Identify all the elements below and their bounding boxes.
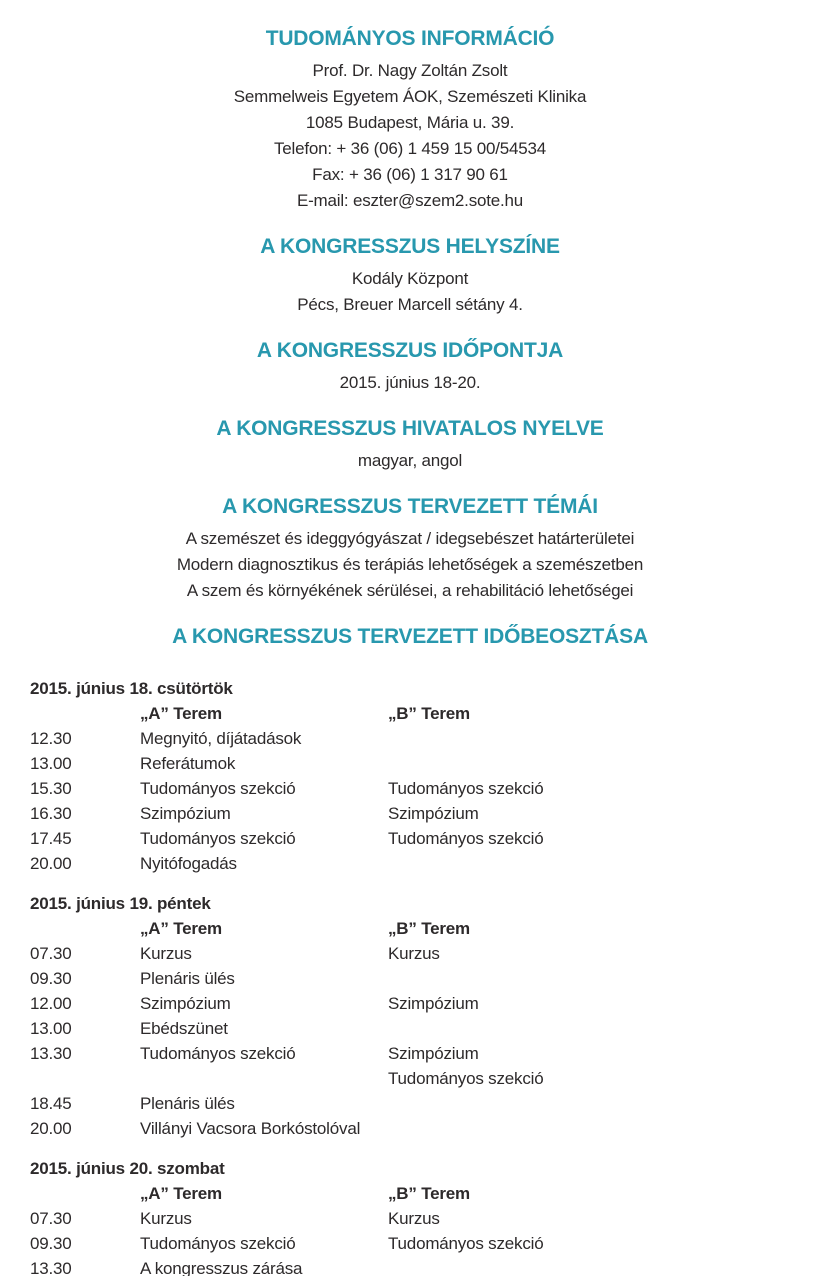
room-a-cell: Tudományos szekció bbox=[140, 829, 296, 848]
time-cell: 12.00 bbox=[30, 994, 72, 1013]
schedule-row bbox=[30, 991, 790, 1016]
room-a-cell: Megnyitó, díjátadások bbox=[140, 729, 302, 748]
time-cell: 13.30 bbox=[30, 1259, 72, 1276]
info-line-fax: Fax: + 36 (06) 1 317 90 61 bbox=[312, 165, 508, 184]
room-header-row bbox=[30, 916, 790, 941]
room-header-b: „B” Terem bbox=[388, 1184, 470, 1203]
section-heading-topics: A KONGRESSZUS TERVEZETT TÉMÁI bbox=[222, 495, 598, 518]
room-a-cell: Plenáris ülés bbox=[140, 1094, 235, 1113]
room-header-b: „B” Terem bbox=[388, 919, 470, 938]
section-topics bbox=[30, 494, 790, 604]
time-cell bbox=[30, 1066, 140, 1091]
schedule-row bbox=[30, 1016, 790, 1041]
room-header-a: „A” Terem bbox=[140, 704, 222, 723]
schedule-row bbox=[30, 751, 790, 776]
room-a-cell: Referátumok bbox=[140, 754, 236, 773]
room-a-cell: Szimpózium bbox=[140, 804, 231, 823]
info-line-email: E-mail: eszter@szem2.sote.hu bbox=[296, 191, 524, 210]
info-line-address: 1085 Budapest, Mária u. 39. bbox=[305, 113, 515, 132]
section-heading-venue: A KONGRESSZUS HELYSZÍNE bbox=[260, 235, 560, 258]
room-a-cell: Plenáris ülés bbox=[140, 969, 235, 988]
room-b-cell: Szimpózium bbox=[388, 994, 479, 1013]
room-b-cell: Kurzus bbox=[388, 1209, 440, 1228]
time-cell: 09.30 bbox=[30, 969, 72, 988]
room-b-cell bbox=[388, 1091, 790, 1116]
room-header-a: „A” Terem bbox=[140, 1184, 222, 1203]
time-cell bbox=[30, 701, 140, 726]
time-cell: 18.45 bbox=[30, 1094, 72, 1113]
schedule-row bbox=[30, 1066, 790, 1091]
room-a-cell: Tudományos szekció bbox=[140, 1044, 296, 1063]
time-cell: 13.30 bbox=[30, 1044, 72, 1063]
time-cell: 09.30 bbox=[30, 1234, 72, 1253]
room-b-cell: Szimpózium bbox=[388, 1044, 479, 1063]
schedule-row bbox=[30, 801, 790, 826]
room-b-cell bbox=[388, 1016, 790, 1041]
info-line-languages: magyar, angol bbox=[357, 451, 463, 470]
room-header-a: „A” Terem bbox=[140, 919, 222, 938]
time-cell: 20.00 bbox=[30, 1119, 72, 1138]
info-line-venue-name: Kodály Központ bbox=[351, 269, 469, 288]
room-header-b: „B” Terem bbox=[388, 704, 470, 723]
room-b-cell: Tudományos szekció bbox=[388, 1234, 544, 1253]
room-a-cell: Ebédszünet bbox=[140, 1019, 228, 1038]
room-b-cell bbox=[388, 1256, 790, 1276]
room-b-cell: Tudományos szekció bbox=[388, 1069, 544, 1088]
room-b-cell bbox=[388, 966, 790, 991]
schedule-row bbox=[30, 1116, 790, 1141]
time-cell: 12.30 bbox=[30, 729, 72, 748]
room-header-row bbox=[30, 701, 790, 726]
room-b-cell: Tudományos szekció bbox=[388, 829, 544, 848]
section-congress-date bbox=[30, 338, 790, 396]
schedule-row bbox=[30, 826, 790, 851]
schedule-row bbox=[30, 1041, 790, 1066]
schedule-section bbox=[30, 624, 790, 1276]
schedule-row bbox=[30, 1091, 790, 1116]
day-block-friday bbox=[30, 891, 790, 1141]
time-cell: 15.30 bbox=[30, 779, 72, 798]
room-b-cell bbox=[388, 851, 790, 876]
time-cell bbox=[30, 916, 140, 941]
day-block-thursday bbox=[30, 676, 790, 876]
room-b-cell bbox=[388, 1116, 790, 1141]
schedule-row bbox=[30, 1231, 790, 1256]
time-cell: 07.30 bbox=[30, 944, 72, 963]
schedule-row bbox=[30, 726, 790, 751]
info-line-congress-date: 2015. június 18-20. bbox=[339, 373, 481, 392]
day-date: 2015. június 19. péntek bbox=[30, 894, 211, 913]
room-a-cell: Villányi Vacsora Borkóstolóval bbox=[140, 1119, 361, 1138]
info-line-institution: Semmelweis Egyetem ÁOK, Szemészeti Klinika bbox=[233, 87, 587, 106]
time-cell: 13.00 bbox=[30, 1019, 72, 1038]
room-a-cell bbox=[140, 1066, 388, 1091]
room-a-cell: A kongresszus zárása bbox=[140, 1259, 303, 1276]
room-b-cell: Szimpózium bbox=[388, 804, 479, 823]
section-scientific-info bbox=[30, 26, 790, 214]
schedule-row bbox=[30, 941, 790, 966]
info-line-topic-1: A szemészet és ideggyógyászat / idegsebészet határterületei bbox=[185, 529, 635, 548]
room-a-cell: Kurzus bbox=[140, 1209, 192, 1228]
room-a-cell: Szimpózium bbox=[140, 994, 231, 1013]
section-heading-language: A KONGRESSZUS HIVATALOS NYELVE bbox=[216, 417, 604, 440]
time-cell: 07.30 bbox=[30, 1209, 72, 1228]
schedule-row bbox=[30, 1206, 790, 1231]
section-heading-congress-date: A KONGRESSZUS IDŐPONTJA bbox=[256, 339, 564, 362]
section-venue bbox=[30, 234, 790, 318]
day-date: 2015. június 20. szombat bbox=[30, 1159, 225, 1178]
section-heading-scientific-info: TUDOMÁNYOS INFORMÁCIÓ bbox=[265, 27, 555, 50]
section-language bbox=[30, 416, 790, 474]
room-b-cell: Tudományos szekció bbox=[388, 779, 544, 798]
info-line-phone: Telefon: + 36 (06) 1 459 15 00/54534 bbox=[273, 139, 547, 158]
schedule-row bbox=[30, 1256, 790, 1276]
time-cell: 16.30 bbox=[30, 804, 72, 823]
room-b-cell bbox=[388, 751, 790, 776]
time-cell: 13.00 bbox=[30, 754, 72, 773]
room-a-cell: Kurzus bbox=[140, 944, 192, 963]
info-line-contact-name: Prof. Dr. Nagy Zoltán Zsolt bbox=[312, 61, 508, 80]
room-b-cell: Kurzus bbox=[388, 944, 440, 963]
time-cell: 20.00 bbox=[30, 854, 72, 873]
room-header-row bbox=[30, 1181, 790, 1206]
schedule-row bbox=[30, 776, 790, 801]
schedule-row bbox=[30, 851, 790, 876]
time-cell: 17.45 bbox=[30, 829, 72, 848]
room-a-cell: Nyitófogadás bbox=[140, 854, 237, 873]
info-line-topic-3: A szem és környékének sérülései, a rehabilitáció lehetőségei bbox=[186, 581, 634, 600]
time-cell bbox=[30, 1181, 140, 1206]
schedule-heading: A KONGRESSZUS TERVEZETT IDŐBEOSZTÁSA bbox=[172, 625, 648, 648]
room-a-cell: Tudományos szekció bbox=[140, 779, 296, 798]
schedule-row bbox=[30, 966, 790, 991]
day-date: 2015. június 18. csütörtök bbox=[30, 679, 233, 698]
room-a-cell: Tudományos szekció bbox=[140, 1234, 296, 1253]
info-line-topic-2: Modern diagnosztikus és terápiás lehetőségek a szemészetben bbox=[176, 555, 644, 574]
room-b-cell bbox=[388, 726, 790, 751]
info-line-venue-address: Pécs, Breuer Marcell sétány 4. bbox=[297, 295, 523, 314]
day-block-saturday bbox=[30, 1156, 790, 1276]
